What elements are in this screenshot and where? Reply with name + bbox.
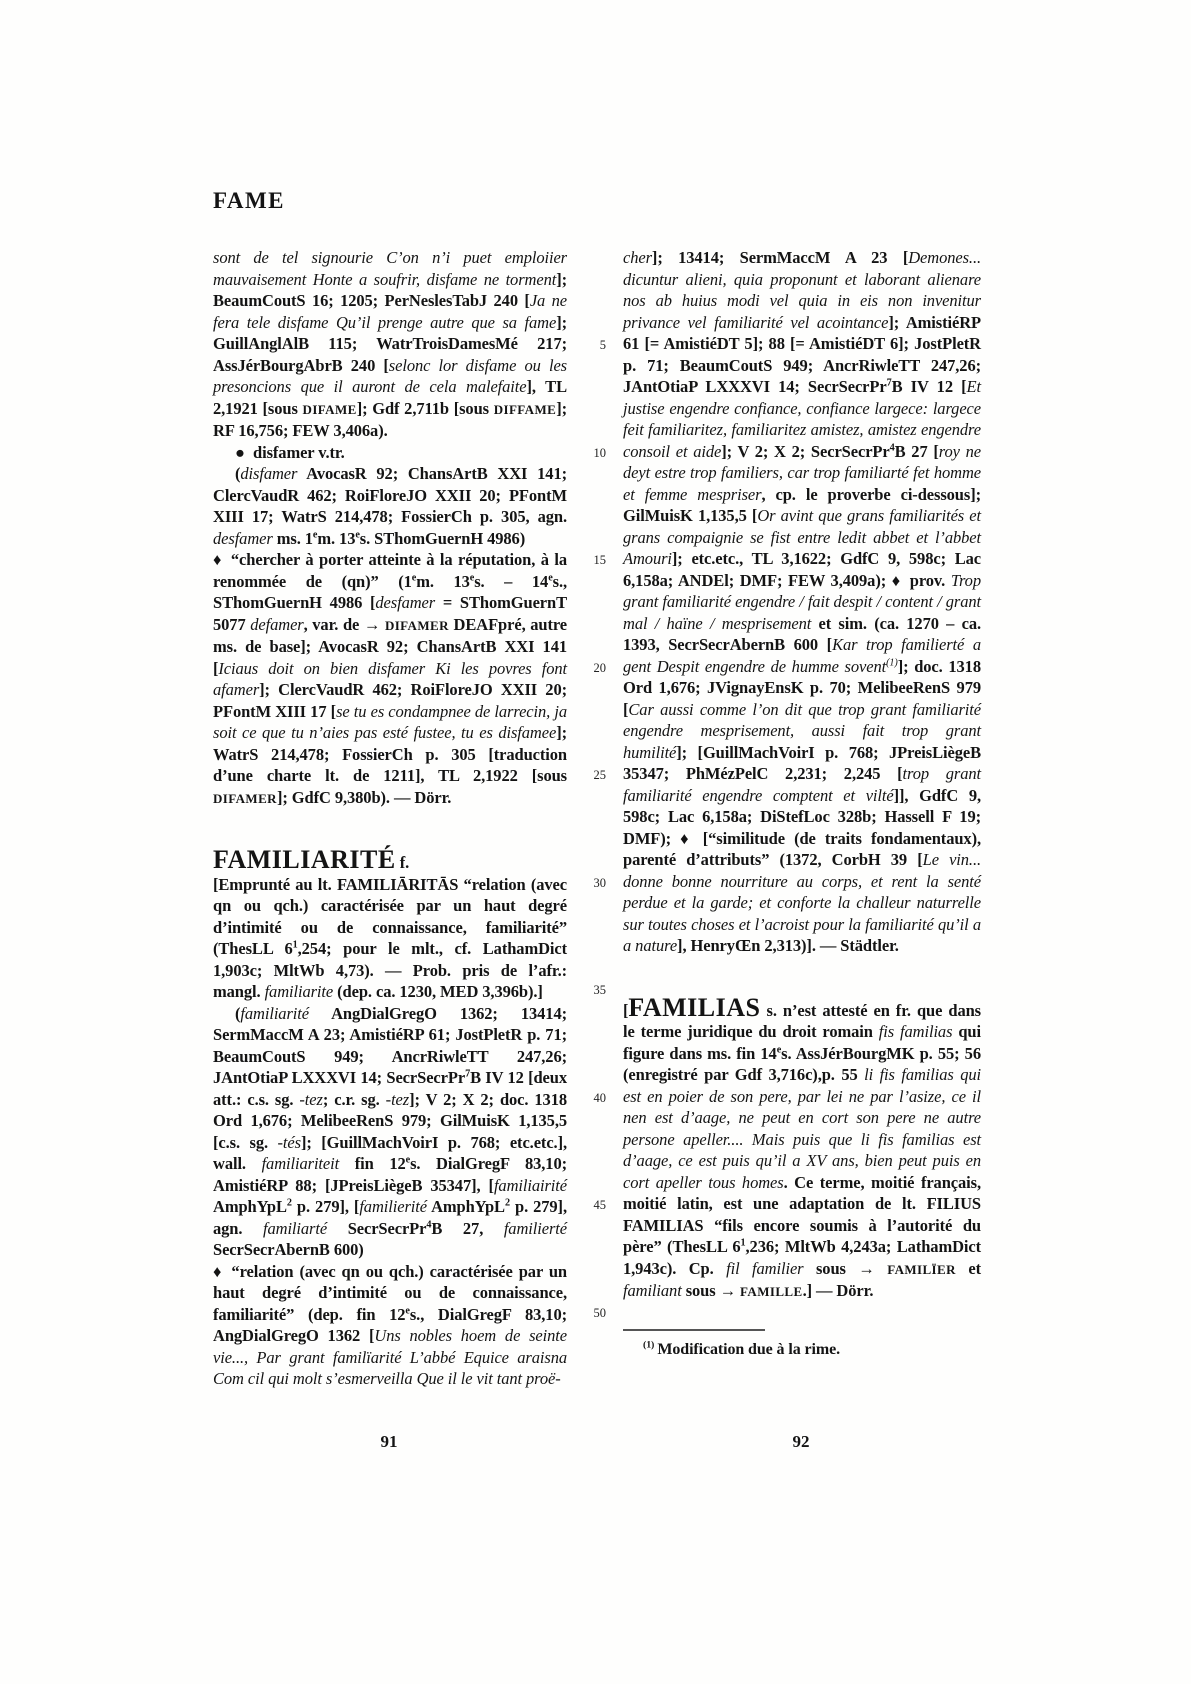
text-segment: ]; RF 16,756; FEW 3,406a). — [213, 398, 567, 440]
text-segment: trop grant familiarité engendre comptent et vilté — [623, 764, 981, 805]
text-segment: Kar trop familierté a gent Despit engendre de humme sovent$^{(1)}$ — [623, 635, 981, 676]
page-number-right: 92 — [792, 1432, 810, 1451]
line-number: 20 — [593, 660, 606, 675]
text-segment: SecrSecrPr$^4$B 27, — [327, 1218, 504, 1238]
text-segment: familiarite — [264, 982, 334, 1001]
derivative-headword-line — [213, 442, 567, 464]
footnote-rule — [623, 1329, 765, 1331]
text-segment: desfamer — [213, 528, 273, 548]
text-segment: li fis familias qui est en poier de son pere, par lei ne par l’asize, ce il nen est d’aage, ne peut en cort son pere ne autre persone apeller.... Mais puis que li fis familias est d’aage, ce est puis qu’il a XV ans, bien peut puis en cort apeller tous homes — [623, 1065, 981, 1192]
line-number: 15 — [593, 553, 606, 567]
text-segment: Trop grant familiarité engendre / fait despit / content / grant mal / haïne / mesprisement — [623, 570, 981, 633]
text-segment: DIFFAME — [493, 401, 557, 417]
text-segment: ]; 13414; SermMaccM A 23 [ — [651, 248, 909, 267]
text-segment: AngDialGregO 1362; 13414; SermMaccM A 23; AmistiéRP 61; JostPletR p. 71; BeaumCoutS 949; AncrRiwleTT 247,26; JAntOtiaP LXXXVI 14; SecrSecrPr$^7$B IV 12 [deux att.: c.s. sg. — [213, 1003, 567, 1109]
text-segment: fis familias — [878, 1022, 953, 1041]
page-number-left: 91 — [380, 1432, 398, 1451]
text-segment: ]; V 2; X 2; doc. 1318 Ord 1,676; MelibeeRenS 979; GilMuisK 1,135,5 [c.s. sg. — [213, 1089, 567, 1152]
text-segment: familiairité — [493, 1175, 567, 1195]
line-number: 25 — [593, 768, 606, 782]
line-number: 40 — [593, 1090, 606, 1105]
text-segment: sont de tel signourie C’on n’i puet emploiier mauvaisement Honte a soufrir, disfame ne torment — [213, 248, 567, 289]
text-segment: familiariteit — [261, 1154, 340, 1173]
text-segment: Le vin... donne bonne nourriture au corps, et rent la senté perdue et la garde; et conforte la challeur naturrelle sur toutes choses et l’acroist pour la familiarité qu’il a a nature — [623, 850, 981, 955]
line-number: 50 — [593, 1305, 606, 1320]
text-segment: ♦ “chercher à porter atteinte à la réputation, à la renommée de (qn)” (1em. 13es. – 14es., SThomGuernH 4986 [ — [213, 550, 568, 612]
text-segment: , var. de → — [303, 614, 385, 634]
text-segment: DIFAME — [302, 401, 357, 417]
text-segment: Or avint que grans familiarités et grans compaignie se fist entre ledit abbet et l’abbet Amouri — [623, 506, 981, 568]
text-segment: familiarté — [263, 1218, 328, 1238]
text-segment: ● disfamer v.tr. — [235, 442, 345, 462]
text-segment: = SThomGuernT 5077 — [213, 593, 567, 634]
text-segment: s. n’est attesté en fr. que dans le terme juridique du droit romain — [623, 1000, 981, 1041]
text-segment: [Emprunté au lt. FAMILIĀRITĀS “relation (avec qn ou qch.) caractérisée par un haut degré d’intimité ou de connaissance, familiarité” (ThesLL $6^1,254$; pour le mlt., cf. LathamDict 1,903c; MltWb 4,73). — Prob. pris de l’afr.: mangl. — [213, 874, 568, 1001]
text-segment: Ja ne fera tele disfame Qu’il prenge autre que sa fame — [213, 291, 567, 332]
running-header: FAME — [213, 188, 286, 213]
text-segment: ]; WatrS 214,478; FossierCh p. 305 [traduction d’une charte lt. de 1211], TL 2,1922 [sous — [213, 723, 567, 785]
text-segment: Iciaus doit on bien disfamer Ki les povres font afamer — [213, 658, 567, 699]
familiarite-continuation-paragraph — [623, 247, 981, 957]
text-segment: et sim. (ca. 1270 – ca. 1393, SecrSecrAbernB 600 [ — [623, 613, 981, 654]
text-segment: FAMILÏER — [887, 1261, 956, 1277]
text-segment: AvocasR 92; ChansArtB XXI 141; ClercVaudR 462; RoiFloreJO XXII 20; PFontM XIII 17; WatrS 214,478; FossierCh p. 305, agn. — [213, 464, 567, 526]
text-segment: disfamer — [240, 464, 298, 483]
variants-paragraph — [213, 463, 567, 549]
text-segment: ]; BeaumCoutS 16; 1205; PerNeslesTabJ 240 [ — [213, 269, 567, 310]
line-number: 10 — [593, 445, 606, 460]
text-segment: FAMILIAS — [628, 992, 761, 1022]
text-segment: desfamer — [375, 593, 436, 612]
text-segment: ]; V 2; X 2; SecrSecrPr$^4$B 27 [ — [721, 441, 939, 461]
text-segment: cher — [623, 248, 652, 267]
text-segment: ]; GdfC 9,380b). — Dörr. — [276, 787, 452, 807]
text-segment: DEAFpré, autre ms. de base]; AvocasR 92; ChansArtB XXI 141 [ — [213, 614, 567, 678]
text-segment: ]], GdfC 9, 598c; Lac 6,158a; DiStefLoc 328b; Hassell F 19; DMF); ♦ [“similitude (de traits fondamentaux), parenté d’attributs” (1372, CorbH 39 [ — [623, 785, 982, 869]
text-segment: ], HenryŒn 2,313)]. — Städtler. — [677, 936, 899, 955]
text-segment: qui figure dans ms. fin 14es. AssJérBourgMK p. 55; 56 (enregistré par Gdf 3,716c),p. 55 — [623, 1022, 981, 1084]
line-number: 35 — [593, 983, 606, 997]
text-segment: ( — [235, 464, 241, 483]
definition-paragraph — [213, 1261, 567, 1390]
attestations-paragraph — [213, 1003, 567, 1261]
entry-heading-familiarite — [213, 845, 567, 874]
text-segment: ( — [235, 1003, 241, 1023]
text-segment: defamer — [250, 614, 304, 634]
line-number: 30 — [593, 875, 606, 890]
definition-paragraph — [213, 549, 567, 809]
fame-continuation-paragraph — [213, 247, 567, 442]
text-segment: $^{(1)}$ Modification due à la rime. — [643, 1339, 840, 1358]
footnote — [623, 1329, 981, 1361]
text-segment: familiarité — [240, 1003, 309, 1023]
text-segment: SecrSecrAbernB 600) — [213, 1240, 364, 1259]
text-segment: AmphYpL$^2$ p. 279], [ — [213, 1197, 360, 1216]
text-segment: selonc lor disfame ou les presoncions que il auront de cela malefaite — [213, 355, 567, 396]
text-segment: familiant — [623, 1281, 682, 1300]
text-segment: familierité — [359, 1197, 427, 1216]
text-segment: ]; GuillAnglAlB 115; WatrTroisDamesMé 217; AssJérBourgAbrB 240 [ — [213, 312, 567, 375]
text-segment: fin 12es. DialGregF 83,10; AmistiéRP 88; [JPreisLiègeB 35347], [ — [213, 1154, 567, 1195]
text-segment: [ — [623, 1000, 629, 1020]
text-segment: sous → — [681, 1281, 741, 1300]
text-segment: ms. 1em. 13es. SThomGuernH 4986) — [272, 528, 526, 548]
etymology-paragraph — [213, 874, 567, 1003]
text-segment: fil familier — [726, 1258, 804, 1278]
text-segment: ]; etc.etc., TL 3,1622; GdfC 9, 598c; Lac 6,158a; ANDEl; DMF; FEW 3,409a); ♦ prov. — [623, 549, 981, 590]
text-segment: ♦ “relation (avec qn ou qch.) caractérisée par un haut degré d’intimité ou de connaissance, familiarité” (dep. fin 12es., DialGregF 83,10; AngDialGregO 1362 [ — [213, 1261, 567, 1345]
text-segment: ]; [GuillMachVoirI p. 768; etc.etc.], wall. — [213, 1132, 567, 1173]
text-segment: AmphYpL$^2$ p. 279], agn. — [213, 1197, 567, 1238]
text-segment: ]; Gdf 2,711b [sous — [356, 398, 494, 418]
text-segment: sous → — [803, 1258, 888, 1278]
text-segment: Uns nobles hoem de seinte vie..., Par grant familïarité L’abbé Equice araisna Com cil qui molt s’esmerveilla Que il le vit tant proë- — [213, 1326, 567, 1388]
text-segment: familierté — [503, 1218, 567, 1238]
text-segment: , cp. le proverbe ci-dessous]; GilMuisK 1,135,5 [ — [623, 484, 981, 525]
text-segment: ]; ClercVaudR 462; RoiFloreJO XXII 20; PFontM XIII 17 [ — [213, 680, 567, 721]
familias-entry-paragraph — [623, 992, 982, 1303]
text-segment: ]; doc. 1318 Ord 1,676; JVignayEnsK p. 70; MelibeeRenS 979 [ — [623, 656, 981, 719]
text-segment: DIFAMER — [213, 790, 277, 806]
text-segment: et — [955, 1258, 981, 1278]
line-number: 5 — [599, 338, 606, 352]
text-segment: ]; AmistiéRP 61 [= AmistiéDT 5]; 88 [= AmistiéDT 6]; JostPletR p. 71; BeaumCoutS 949; AncrRiwleTT 247,26; JAntOtiaP LXXXVI 14; SecrSecrPr$^7$B IV 12 [ — [623, 312, 981, 396]
footnote-text — [623, 1339, 981, 1361]
text-segment: -tés — [277, 1132, 301, 1152]
text-segment: se tu es condampnee de larrecin, ja soit ce que tu n’aies pas esté fustee, tu es disfamee — [213, 701, 567, 742]
text-segment: FAMILLE — [740, 1284, 803, 1299]
text-segment: Demones... dicuntur alieni, quia proponunt et laborant alienare nos ab huius modi vel quia in eis non invenitur privance vel familiarité vel acointance — [623, 248, 981, 332]
text-segment: (dep. ca. 1230, MED 3,396b).] — [333, 982, 543, 1001]
text-segment: roy ne deyt estre trop familiers, car trop familiarté fet homme et femme mespriser — [623, 441, 981, 504]
text-segment: DIFAMER — [384, 617, 449, 633]
text-segment: -tez — [385, 1089, 410, 1109]
text-segment: -tez — [299, 1089, 323, 1109]
text-segment: ]; [GuillMachVoirI p. 768; JPreisLiègeB 35347; PhMézPelC 2,231; 2,245 [ — [623, 742, 981, 783]
text-segment: f. — [395, 853, 410, 872]
left-column-page-91 — [213, 247, 567, 1390]
text-segment: . Ce terme, moitié français, moitié latin, est une adaptation de lt. FILIUS FAMILIAS “fils encore soumis à l’autorité du père” (ThesLL $6^1,236$; MltWb 4,243a; LathamDict 1,943c). Cp. — [623, 1172, 982, 1278]
text-segment: FAMILIARITÉ — [213, 845, 396, 874]
right-column-page-92 — [623, 247, 981, 1360]
text-segment: ; c.r. sg. — [322, 1089, 386, 1109]
text-segment: Et justise engendre confiance, confiance largece: largece feit familiaritez, familiaritez amistez, amistez engendre consoil et aide — [623, 377, 981, 461]
line-number: 45 — [593, 1198, 606, 1212]
text-segment: ], TL 2,1921 [sous — [213, 377, 567, 418]
text-segment: Car aussi comme l’on dit que trop grant familiarité engendre mesprisement, aussi fait trop grant humilité — [623, 699, 981, 762]
text-segment: .] — Dörr. — [802, 1281, 874, 1300]
